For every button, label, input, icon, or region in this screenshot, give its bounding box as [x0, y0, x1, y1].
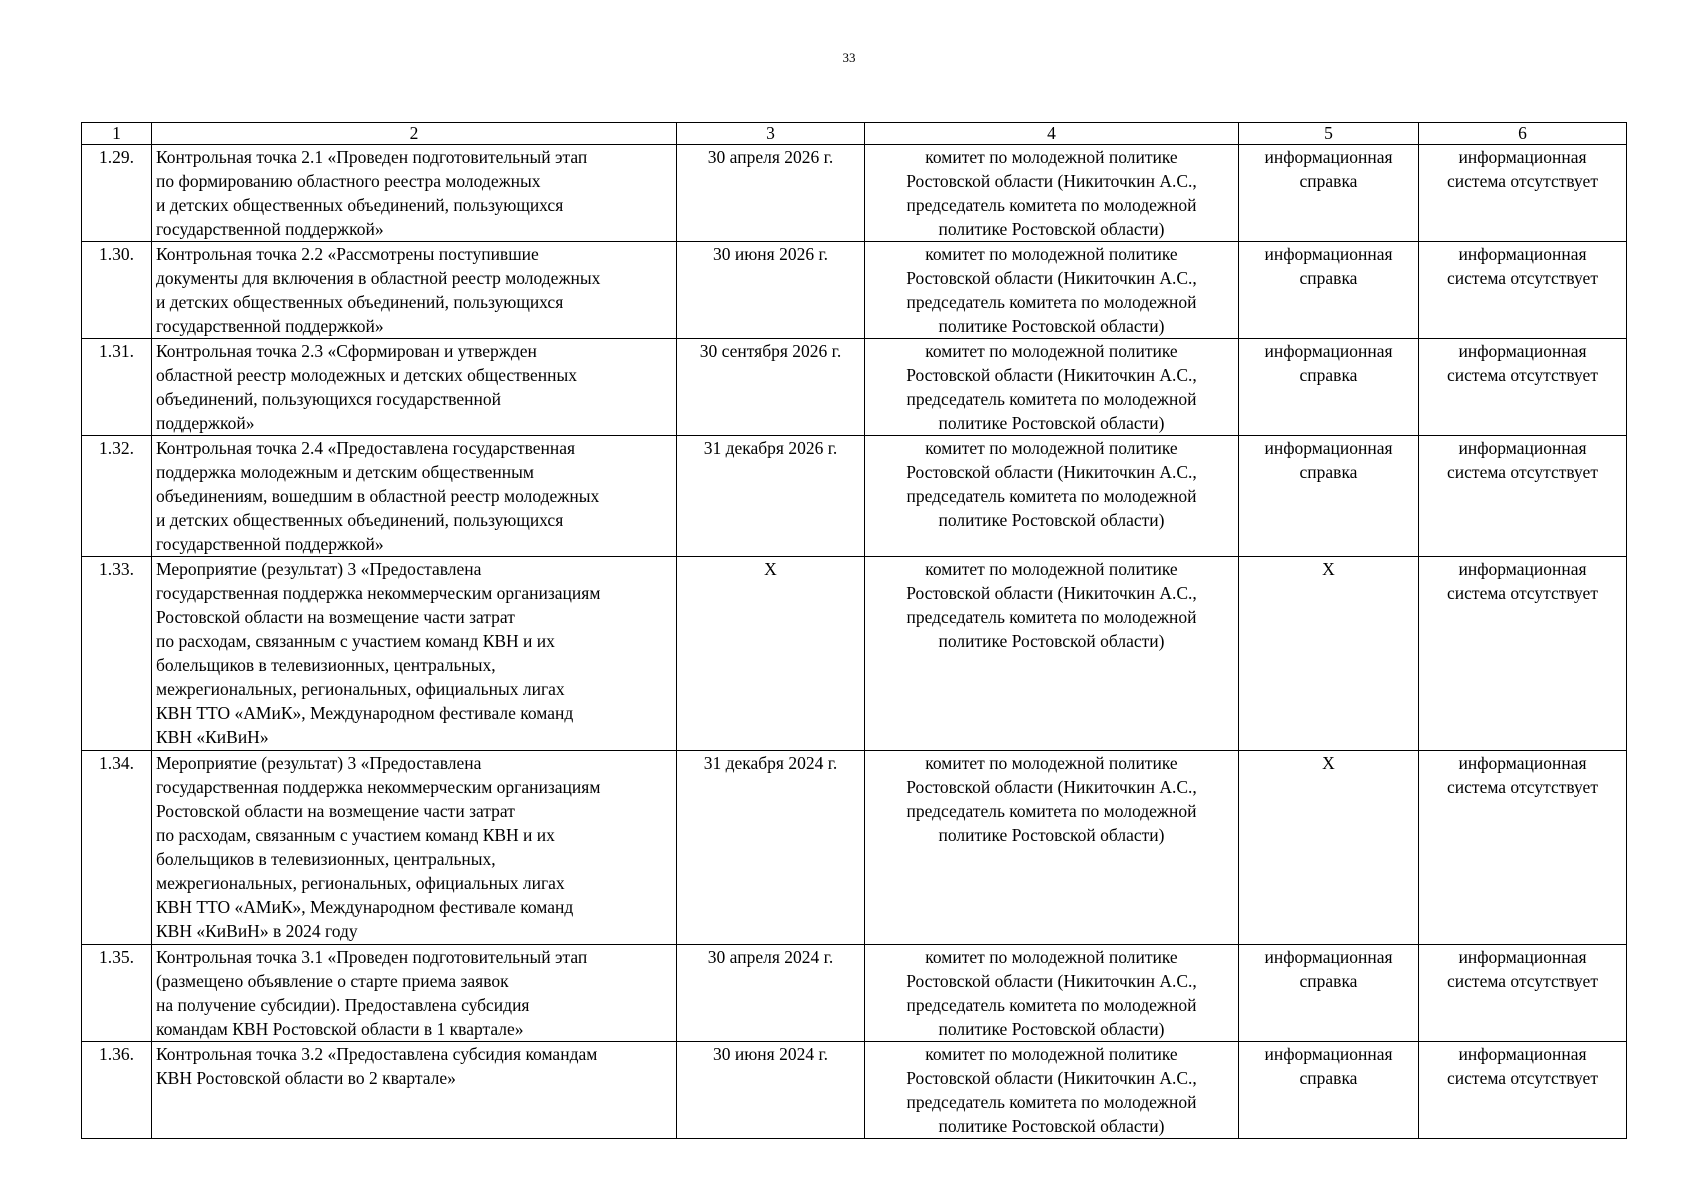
row-responsible-line: председатель комитета по молодежной [906, 195, 1197, 215]
row-responsible-line: Ростовской области (Никиточкин А.С., [906, 971, 1197, 991]
row-system [1419, 242, 1627, 339]
table-row [82, 945, 1627, 1042]
plan-table [81, 122, 1627, 1139]
row-number: 1.35. [82, 945, 152, 1042]
row-responsible-line: председатель комитета по молодежной [906, 801, 1197, 821]
row-name-line: КВН Ростовской области во 2 квартале» [156, 1068, 456, 1088]
table-row [82, 339, 1627, 436]
row-name [152, 436, 677, 557]
row-document-line: информационная [1264, 438, 1393, 458]
row-responsible-line: Ростовской области (Никиточкин А.С., [906, 365, 1197, 385]
row-responsible-line: председатель комитета по молодежной [906, 292, 1197, 312]
table-row [82, 436, 1627, 557]
row-name-line: и детских общественных объединений, пользующихся [156, 195, 564, 215]
row-responsible-line: политике Ростовской области) [938, 316, 1165, 336]
row-responsible-line: комитет по молодежной политике [925, 244, 1178, 264]
row-responsible-line: председатель комитета по молодежной [906, 389, 1197, 409]
row-document [1239, 1042, 1419, 1139]
row-name-line: Контрольная точка 3.2 «Предоставлена субсидия командам [156, 1044, 598, 1064]
row-name-line: поддержкой» [156, 413, 255, 433]
header-row [82, 123, 1627, 145]
row-name [152, 557, 677, 751]
row-date: 31 декабря 2024 г. [677, 751, 865, 945]
row-name-line: Мероприятие (результат) 3 «Предоставлена [156, 559, 482, 579]
row-name-line: государственной поддержкой» [156, 316, 384, 336]
page-number: 33 [842, 50, 856, 65]
row-name-line: КВН «КиВиН» [156, 727, 269, 747]
row-date: 30 сентября 2026 г. [677, 339, 865, 436]
row-responsible-line: председатель комитета по молодежной [906, 607, 1197, 627]
row-name-line: Контрольная точка 3.1 «Проведен подготовительный этап [156, 947, 588, 967]
row-system [1419, 145, 1627, 242]
row-responsible-line: политике Ростовской области) [938, 1116, 1165, 1136]
row-document-line: справка [1299, 365, 1358, 385]
row-system [1419, 339, 1627, 436]
row-responsible-line: Ростовской области (Никиточкин А.С., [906, 171, 1197, 191]
row-document-line: информационная [1264, 147, 1393, 167]
row-document-line: справка [1299, 462, 1358, 482]
row-name-line: по расходам, связанным с участием команд КВН и их [156, 825, 555, 845]
row-system-line: информационная [1458, 438, 1587, 458]
row-name [152, 751, 677, 945]
row-system-line: система отсутствует [1447, 365, 1598, 385]
row-system-line: информационная [1458, 559, 1587, 579]
row-name-line: государственная поддержка некоммерческим организациям [156, 583, 601, 603]
row-responsible-line: комитет по молодежной политике [925, 947, 1178, 967]
row-name [152, 945, 677, 1042]
row-system-line: информационная [1458, 1044, 1587, 1064]
header-col-3: 3 [677, 123, 865, 145]
row-document-line: информационная [1264, 947, 1393, 967]
row-name [152, 339, 677, 436]
row-responsible-line: председатель комитета по молодежной [906, 995, 1197, 1015]
row-name-line: КВН ТТО «АМиК», Международном фестивале команд [156, 897, 574, 917]
row-system-line: система отсутствует [1447, 777, 1598, 797]
row-system [1419, 751, 1627, 945]
row-document-line: справка [1299, 171, 1358, 191]
row-document [1239, 339, 1419, 436]
row-responsible-line: политике Ростовской области) [938, 1019, 1165, 1039]
table-row [82, 751, 1627, 945]
row-name-line: Контрольная точка 2.3 «Сформирован и утвержден [156, 341, 537, 361]
row-system-line: система отсутствует [1447, 268, 1598, 288]
row-responsible [865, 751, 1239, 945]
row-system-line: информационная [1458, 753, 1587, 773]
row-name-line: и детских общественных объединений, пользующихся [156, 292, 564, 312]
row-document-line: справка [1299, 1068, 1358, 1088]
row-responsible [865, 339, 1239, 436]
row-system-line: система отсутствует [1447, 971, 1598, 991]
row-number: 1.31. [82, 339, 152, 436]
row-number: 1.32. [82, 436, 152, 557]
row-responsible-line: Ростовской области (Никиточкин А.С., [906, 462, 1197, 482]
header-col-6: 6 [1419, 123, 1627, 145]
row-system-line: система отсутствует [1447, 462, 1598, 482]
row-responsible-line: комитет по молодежной политике [925, 341, 1178, 361]
row-name-line: объединениям, вошедшим в областной реестр молодежных [156, 486, 600, 506]
table-row [82, 1042, 1627, 1139]
row-name-line: государственной поддержкой» [156, 219, 384, 239]
row-number: 1.30. [82, 242, 152, 339]
row-number: 1.29. [82, 145, 152, 242]
row-responsible-line: Ростовской области (Никиточкин А.С., [906, 777, 1197, 797]
header-col-5: 5 [1239, 123, 1419, 145]
row-responsible-line: комитет по молодежной политике [925, 147, 1178, 167]
row-date: 31 декабря 2026 г. [677, 436, 865, 557]
row-responsible-line: комитет по молодежной политике [925, 1044, 1178, 1064]
row-responsible-line: комитет по молодежной политике [925, 559, 1178, 579]
row-name-line: и детских общественных объединений, пользующихся [156, 510, 564, 530]
row-system [1419, 436, 1627, 557]
row-name-line: Контрольная точка 2.4 «Предоставлена государственная [156, 438, 576, 458]
row-name-line: по формированию областного реестра молодежных [156, 171, 541, 191]
row-document-line: информационная [1264, 244, 1393, 264]
row-name-line: командам КВН Ростовской области в 1 квартале» [156, 1019, 524, 1039]
row-document [1239, 557, 1419, 751]
row-document [1239, 945, 1419, 1042]
row-document [1239, 751, 1419, 945]
row-name-line: (размещено объявление о старте приема заявок [156, 971, 509, 991]
row-name-line: государственная поддержка некоммерческим организациям [156, 777, 601, 797]
row-number: 1.33. [82, 557, 152, 751]
row-system-line: информационная [1458, 947, 1587, 967]
row-responsible-line: политике Ростовской области) [938, 631, 1165, 651]
row-responsible [865, 945, 1239, 1042]
row-system [1419, 557, 1627, 751]
row-name-line: Контрольная точка 2.1 «Проведен подготовительный этап [156, 147, 588, 167]
row-document-line: справка [1299, 268, 1358, 288]
row-number: 1.36. [82, 1042, 152, 1139]
row-document [1239, 436, 1419, 557]
row-date: 30 июня 2024 г. [677, 1042, 865, 1139]
row-system [1419, 945, 1627, 1042]
row-responsible-line: политике Ростовской области) [938, 219, 1165, 239]
row-number: 1.34. [82, 751, 152, 945]
row-responsible-line: комитет по молодежной политике [925, 438, 1178, 458]
row-name-line: Мероприятие (результат) 3 «Предоставлена [156, 753, 482, 773]
row-responsible [865, 557, 1239, 751]
row-name [152, 1042, 677, 1139]
row-responsible-line: Ростовской области (Никиточкин А.С., [906, 1068, 1197, 1088]
row-name-line: КВН «КиВиН» в 2024 году [156, 921, 358, 941]
row-document [1239, 145, 1419, 242]
row-document [1239, 242, 1419, 339]
table-row [82, 242, 1627, 339]
row-name-line: по расходам, связанным с участием команд КВН и их [156, 631, 555, 651]
row-document-line: Х [1322, 753, 1335, 773]
row-responsible [865, 145, 1239, 242]
row-responsible-line: председатель комитета по молодежной [906, 486, 1197, 506]
row-system-line: информационная [1458, 147, 1587, 167]
row-name-line: документы для включения в областной реестр молодежных [156, 268, 601, 288]
row-name [152, 145, 677, 242]
row-name-line: болельщиков в телевизионных, центральных, [156, 849, 496, 869]
header-col-4: 4 [865, 123, 1239, 145]
row-name-line: на получение субсидии). Предоставлена субсидия [156, 995, 530, 1015]
row-name-line: объединений, пользующихся государственной [156, 389, 502, 409]
row-responsible-line: политике Ростовской области) [938, 825, 1165, 845]
row-responsible [865, 242, 1239, 339]
row-system-line: информационная [1458, 341, 1587, 361]
row-date: Х [677, 557, 865, 751]
row-date: 30 июня 2026 г. [677, 242, 865, 339]
row-responsible-line: Ростовской области (Никиточкин А.С., [906, 268, 1197, 288]
row-system-line: система отсутствует [1447, 583, 1598, 603]
row-date: 30 апреля 2026 г. [677, 145, 865, 242]
row-name-line: Ростовской области на возмещение части затрат [156, 607, 515, 627]
row-responsible [865, 436, 1239, 557]
row-document-line: справка [1299, 971, 1358, 991]
row-name-line: Ростовской области на возмещение части затрат [156, 801, 515, 821]
header-col-1: 1 [82, 123, 152, 145]
row-document-line: информационная [1264, 1044, 1393, 1064]
row-name-line: КВН ТТО «АМиК», Международном фестивале команд [156, 703, 574, 723]
row-name-line: межрегиональных, региональных, официальных лигах [156, 679, 565, 699]
row-responsible-line: Ростовской области (Никиточкин А.С., [906, 583, 1197, 603]
row-responsible-line: политике Ростовской области) [938, 510, 1165, 530]
row-responsible [865, 1042, 1239, 1139]
table-row [82, 557, 1627, 751]
row-system-line: система отсутствует [1447, 1068, 1598, 1088]
row-name-line: областной реестр молодежных и детских общественных [156, 365, 577, 385]
row-name-line: государственной поддержкой» [156, 534, 384, 554]
row-name-line: поддержка молодежным и детским общественным [156, 462, 534, 482]
row-system [1419, 1042, 1627, 1139]
row-document-line: информационная [1264, 341, 1393, 361]
row-name-line: Контрольная точка 2.2 «Рассмотрены поступившие [156, 244, 539, 264]
row-responsible-line: комитет по молодежной политике [925, 753, 1178, 773]
row-document-line: Х [1322, 559, 1335, 579]
row-name-line: болельщиков в телевизионных, центральных, [156, 655, 496, 675]
row-system-line: информационная [1458, 244, 1587, 264]
table-row [82, 145, 1627, 242]
row-name-line: межрегиональных, региональных, официальных лигах [156, 873, 565, 893]
row-name [152, 242, 677, 339]
row-system-line: система отсутствует [1447, 171, 1598, 191]
row-date: 30 апреля 2024 г. [677, 945, 865, 1042]
table-body [82, 145, 1627, 1139]
row-responsible-line: политике Ростовской области) [938, 413, 1165, 433]
header-col-2: 2 [152, 123, 677, 145]
row-responsible-line: председатель комитета по молодежной [906, 1092, 1197, 1112]
